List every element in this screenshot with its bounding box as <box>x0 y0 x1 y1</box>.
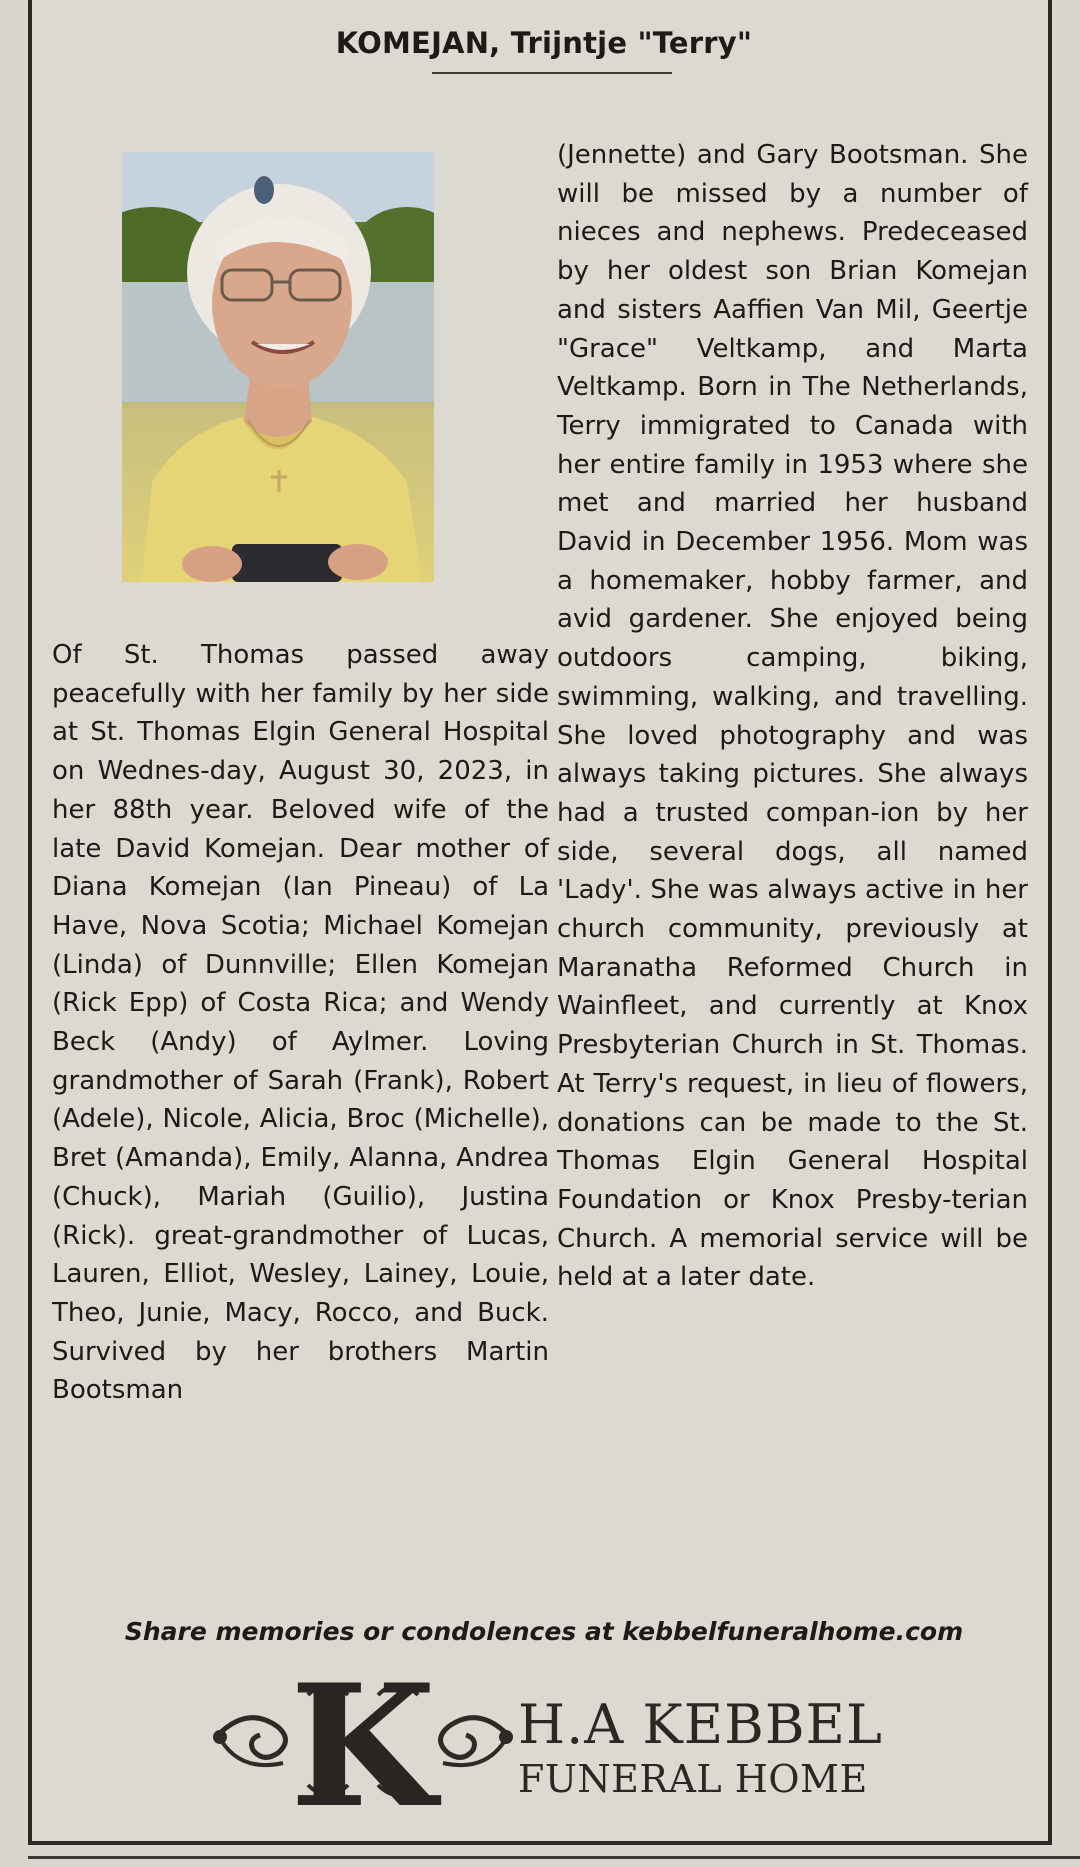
page-bottom-rule <box>28 1856 1080 1859</box>
funeral-home-subtitle: FUNERAL HOME <box>518 1757 868 1801</box>
funeral-home-logo-mark <box>208 1665 518 1815</box>
obituary-title: KOMEJAN, Trijntje "Terry" <box>335 26 753 60</box>
background-newsprint-left <box>0 10 25 314</box>
title-underline <box>432 72 672 74</box>
obituary-text-left-column: Of St. Thomas passed away peacefully with her family by her side at St. Thomas Elgin General Hospital on Wednes-day, August 30, 2023, in her 88th year. Beloved wife of the late David Komejan. Dear mother of Diana Komejan (Ian Pineau) of La Have, Nova Scotia; Michael Komejan (Linda) of Dunnville; Ellen Komejan (Rick Epp) of Costa Rica; and Wendy Beck (Andy) of Aylmer. Loving grandmother of Sarah (Frank), Robert (Adele), Nicole, Alicia, Broc (Michelle), Bret (Amanda), Emily, Alanna, Andrea (Chuck), Mariah (Guilio), Justina (Rick). great-grandmother of Lucas, Lauren, Elliot, Wesley, Lainey, Louie, Theo, Junie, Macy, Rocco, and Buck. Survived by her brothers Martin Bootsman <box>52 640 549 1406</box>
obituary-ad <box>28 0 1052 1845</box>
condolences-line: Share memories or condolences at kebbelfuneralhome.com <box>124 1617 964 1646</box>
portrait-photo <box>122 152 434 582</box>
monogram-letter: K <box>289 1665 437 1815</box>
obituary-text-right-column: (Jennette) and Gary Bootsman. She will be missed by a number of nieces and nephews. Predeceased by her oldest son Brian Komejan and sisters Aaffien Van Mil, Geertje "Grace" Veltkamp, and Marta Veltkamp. Born in The Netherlands, Terry immigrated to Canada with her entire family in 1953 where she met and married her husband David in December 1956. Mom was a homemaker, hobby farmer, and avid gardener. She enjoyed being outdoors camping, biking, swimming, walking, and travelling. She loved photography and was always taking pictures. She always had a trusted compan-ion by her side, several dogs, all named 'Lady'. She was always active in her church community, previously at Maranatha Reformed Church in Wainfleet, and currently at Knox Presbyterian Church in St. Thomas. At Terry's request, in lieu of flowers, donations can be made to the St. Thomas Elgin General Hospital Foundation or Knox Presby-terian Church. A memorial service will be held at a later date. <box>557 140 1028 1293</box>
funeral-home-name: H.A KEBBEL <box>518 1693 883 1756</box>
